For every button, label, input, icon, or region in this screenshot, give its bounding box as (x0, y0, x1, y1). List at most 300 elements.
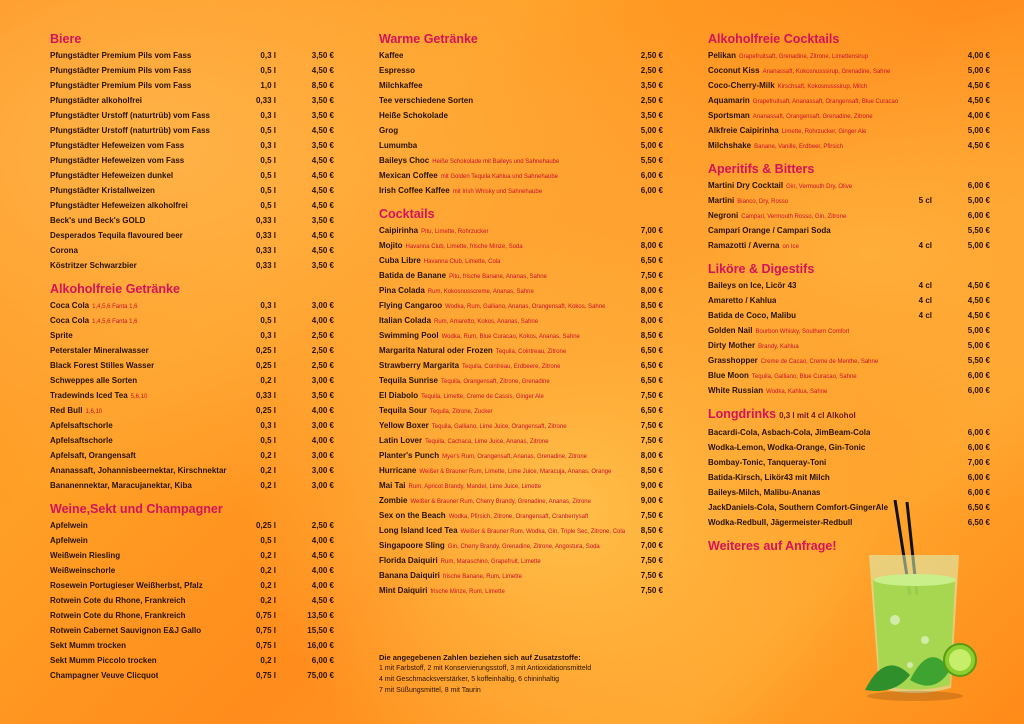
menu-item-row (50, 343, 334, 358)
item-name-text: Grog (379, 126, 399, 135)
menu-item-name (50, 608, 186, 623)
menu-item-row (379, 388, 663, 403)
menu-item-name (708, 470, 830, 485)
menu-item-row (379, 93, 663, 108)
item-price: 4,00 € (311, 436, 334, 445)
item-price: 4,50 € (311, 551, 334, 560)
item-price: 3,50 € (311, 261, 334, 270)
item-name-text: Pfungstädter Premium Pils vom Fass (50, 51, 192, 60)
item-price: 13,50 € (307, 611, 334, 620)
menu-item-name (379, 93, 473, 108)
item-price: 7,50 € (640, 436, 663, 445)
item-size: 0,25 l (255, 406, 276, 415)
item-size: 4 cl (918, 311, 932, 320)
item-name-text: Espresso (379, 66, 416, 75)
item-size: 0,3 l (260, 51, 276, 60)
item-price: 7,50 € (640, 586, 663, 595)
item-name-text: Yellow Boxer (379, 421, 429, 430)
menu-item-name (379, 123, 398, 138)
item-name-text: Pina Colada (379, 286, 425, 295)
menu-item-row (708, 485, 990, 500)
menu-item-row (50, 668, 334, 683)
menu-item-row (50, 108, 334, 123)
menu-item-row (379, 418, 663, 433)
item-name-text: JackDaniels-Cola, Southern Comfort-GingerAle (708, 503, 889, 512)
item-name-text: Tequila Sunrise (379, 376, 438, 385)
menu-item-row (50, 63, 334, 78)
item-size: 5 cl (918, 196, 932, 205)
menu-item-name (50, 463, 227, 478)
menu-item-name (379, 63, 415, 78)
item-price: 3,00 € (311, 376, 334, 385)
item-size: 0,25 l (255, 361, 276, 370)
menu-item-row (708, 78, 990, 93)
item-description: Grapefruitsaft, Ananassaft, Orangensaft, Blue Curacao (752, 99, 899, 105)
item-name-text: Mai Tai (379, 481, 406, 490)
menu-item-row (50, 258, 334, 273)
item-price: 8,50 € (640, 301, 663, 310)
item-name-text: Florida Daiquiri (379, 556, 438, 565)
item-description: on Ice (782, 244, 799, 250)
menu-item-row (379, 508, 663, 523)
item-name-text: Corona (50, 246, 78, 255)
menu-item-name (708, 223, 831, 238)
item-size: 0,3 l (260, 331, 276, 340)
item-name-text: Weißweinschorle (50, 566, 116, 575)
menu-item-row (708, 138, 990, 153)
item-size: 0,33 l (255, 261, 276, 270)
item-name-text: Pfungstädter Hefeweizen vom Fass (50, 156, 185, 165)
item-name-text: Schweppes alle Sorten (50, 376, 138, 385)
item-name-text: Rosewein Portugieser Weißherbst, Pfalz (50, 581, 203, 590)
item-description: mit Golden Tequila Kahlua und Sahnehaube (440, 174, 559, 180)
item-name-text: Heiße Schokolade (379, 111, 448, 120)
item-name-text: Mint Daiquiri (379, 586, 428, 595)
item-size: 0,33 l (255, 216, 276, 225)
menu-item-row (50, 548, 334, 563)
item-name-text: Pfungstädter Urstoff (naturtrüb) vom Fass (50, 111, 211, 120)
item-name-text: Tee verschiedene Sorten (379, 96, 474, 105)
item-name-text: Weißwein Riesling (50, 551, 121, 560)
menu-item-row (50, 638, 334, 653)
menu-item-row (379, 78, 663, 93)
menu-item-row (708, 178, 990, 193)
item-price: 6,00 € (640, 186, 663, 195)
menu-item-name (379, 108, 448, 123)
item-price: 8,00 € (640, 451, 663, 460)
item-price: 6,50 € (640, 361, 663, 370)
item-name-text: Negroni (708, 211, 739, 220)
item-name-text: Batida de Banane (379, 271, 447, 280)
menu-item-name (50, 358, 154, 373)
menu-item-name (50, 328, 73, 343)
menu-item-name (50, 653, 157, 668)
menu-item-row (708, 425, 990, 440)
item-price: 6,00 € (311, 656, 334, 665)
item-description: Tequila, Cachaca, Lime Juice, Ananas, Zitrone (425, 439, 549, 445)
menu-item-row (50, 653, 334, 668)
menu-item-row (379, 298, 663, 313)
item-name-text: Rotwein Cabernet Sauvignon E&J Gallo (50, 626, 202, 635)
menu-item-name (50, 63, 191, 78)
item-price: 6,00 € (967, 428, 990, 437)
item-price: 9,00 € (640, 481, 663, 490)
item-name-text: Singapoore Sling (379, 541, 445, 550)
item-name-text: Caipirinha (379, 226, 419, 235)
item-size: 0,25 l (255, 521, 276, 530)
item-price: 3,50 € (311, 141, 334, 150)
item-price: 6,00 € (967, 473, 990, 482)
item-price: 4,50 € (967, 296, 990, 305)
menu-item-row (708, 93, 990, 108)
additives-line: 7 mit Süßungsmittel, 8 mit Taurin (379, 687, 481, 694)
menu-item-name (379, 583, 505, 600)
menu-item-name (50, 343, 149, 358)
menu-item-row (708, 308, 990, 323)
menu-item-row (708, 193, 990, 208)
item-size: 0,5 l (260, 316, 276, 325)
menu-item-row (50, 563, 334, 578)
item-name-text: Hurricane (379, 466, 417, 475)
section-title-weiteres-auf-anfrage: Weiteres auf Anfrage! (708, 539, 837, 553)
item-price: 4,00 € (311, 581, 334, 590)
menu-column-1 (50, 30, 334, 683)
item-price: 7,50 € (640, 511, 663, 520)
menu-item-row (708, 353, 990, 368)
menu-item-row (379, 343, 663, 358)
menu-item-row (50, 313, 334, 328)
item-price: 16,00 € (307, 641, 334, 650)
item-description: Rum, Apricot Brandy, Mandel, Lime Juice, Limette (408, 484, 542, 490)
item-name-text: Swimming Pool (379, 331, 439, 340)
item-description: Bourbon Whisky, Southern Comfort (755, 329, 850, 335)
item-size: 0,75 l (255, 671, 276, 680)
menu-item-row (379, 478, 663, 493)
menu-item-row (50, 418, 334, 433)
menu-item-row (50, 153, 334, 168)
item-name-text: Wodka-Redbull, Jägermeister-Redbull (708, 518, 853, 527)
item-name-text: Martini (708, 196, 735, 205)
item-name-text: Mojito (379, 241, 403, 250)
menu-item-row (50, 593, 334, 608)
menu-item-name (50, 418, 113, 433)
item-name-text: Beck's und Beck's GOLD (50, 216, 146, 225)
item-price: 4,50 € (967, 311, 990, 320)
item-name-text: Amaretto / Kahlua (708, 296, 777, 305)
menu-item-row (708, 278, 990, 293)
item-price: 6,50 € (967, 503, 990, 512)
menu-item-name (50, 623, 201, 638)
item-description: Creme de Cacao, Creme de Menthe, Sahne (760, 359, 879, 365)
item-size: 0,5 l (260, 171, 276, 180)
item-name-text: Sekt Mumm Piccolo trocken (50, 656, 157, 665)
item-size: 4 cl (918, 241, 932, 250)
item-name-text: Bombay-Tonic, Tanqueray-Toni (708, 458, 827, 467)
item-size: 0,33 l (255, 96, 276, 105)
item-price: 3,50 € (311, 391, 334, 400)
item-description: Weißer & Brauner Rum, Wodka, Gin, Triple Sec, Zitrone, Cola (460, 529, 626, 535)
item-price: 5,00 € (967, 341, 990, 350)
menu-item-row (379, 583, 663, 598)
menu-item-row (379, 358, 663, 373)
item-price: 4,50 € (967, 281, 990, 290)
item-name-text: El Diabolo (379, 391, 419, 400)
item-name-text: Kaffee (379, 51, 404, 60)
item-name-text: Long Island Iced Tea (379, 526, 458, 535)
item-description: Tequila, Limette, Creme de Cassis, Ginger Ale (421, 394, 544, 400)
item-price: 3,50 € (311, 51, 334, 60)
menu-item-name (50, 373, 137, 388)
item-price: 5,00 € (967, 241, 990, 250)
item-description: Rum, Kokosnusscreme, Ananas, Sahne (427, 289, 534, 295)
menu-item-row (379, 183, 663, 198)
item-description: 5,6,10 (130, 394, 148, 400)
item-price: 3,50 € (311, 96, 334, 105)
item-name-text: Zombie (379, 496, 408, 505)
item-description: Tequila, Galliano, Blue Curacao, Sahne (751, 374, 857, 380)
menu-item-row (708, 223, 990, 238)
item-price: 4,50 € (311, 246, 334, 255)
menu-item-row (379, 63, 663, 78)
item-price: 4,50 € (967, 81, 990, 90)
item-name-text: Pfungstädter Urstoff (naturtrüb) vom Fass (50, 126, 211, 135)
item-name-text: Apfelwein (50, 536, 88, 545)
menu-item-row (379, 568, 663, 583)
item-name-text: Coconut Kiss (708, 66, 760, 75)
item-name-text: Campari Orange / Campari Soda (708, 226, 831, 235)
menu-item-name (50, 123, 210, 138)
item-price: 4,50 € (311, 126, 334, 135)
item-name-text: Sex on the Beach (379, 511, 446, 520)
item-price: 5,00 € (967, 326, 990, 335)
menu-item-name (50, 668, 158, 683)
section-title-weine-sekt-und-champagner: Weine,Sekt und Champagner (50, 502, 223, 516)
menu-item-name (50, 48, 191, 63)
item-name-text: Wodka-Lemon, Wodka-Orange, Gin-Tonic (708, 443, 866, 452)
item-price: 8,50 € (640, 466, 663, 475)
item-description: Ananassaft, Orangensaft, Grenadine, Zitrone (752, 114, 873, 120)
item-size: 0,2 l (260, 551, 276, 560)
item-description: frische Banane, Rum, Limette (442, 574, 522, 580)
item-size: 0,33 l (255, 231, 276, 240)
item-name-text: Desperados Tequila flavoured beer (50, 231, 183, 240)
item-price: 5,50 € (967, 226, 990, 235)
item-price: 5,00 € (967, 66, 990, 75)
item-price: 4,00 € (311, 536, 334, 545)
section-title-longdrinks (708, 405, 990, 425)
menu-item-row (50, 213, 334, 228)
menu-item-row (379, 253, 663, 268)
item-name-text: Milchshake (708, 141, 752, 150)
item-price: 8,00 € (640, 241, 663, 250)
item-name-text: Pelikan (708, 51, 737, 60)
item-price: 6,50 € (640, 256, 663, 265)
item-price: 3,00 € (311, 481, 334, 490)
item-price: 6,00 € (967, 443, 990, 452)
menu-item-name (708, 383, 827, 400)
item-size: 0,2 l (260, 581, 276, 590)
additives-heading: Die angegebenen Zahlen beziehen sich auf Zusatzstoffe: (379, 653, 581, 662)
item-price: 9,00 € (640, 496, 663, 505)
item-price: 2,50 € (311, 521, 334, 530)
item-description: Tequila, Galliano, Lime Juice, Orangensaft, Zitrone (431, 424, 567, 430)
item-price: 4,50 € (311, 596, 334, 605)
item-price: 6,00 € (967, 371, 990, 380)
menu-item-name (379, 48, 403, 63)
item-description: Rum, Maraschino, Grapefruit, Limette (440, 559, 541, 565)
item-price: 5,50 € (967, 356, 990, 365)
menu-item-name (50, 78, 191, 93)
menu-item-row (379, 538, 663, 553)
menu-item-row (379, 433, 663, 448)
menu-item-name (50, 638, 126, 653)
item-name-text: Pfungstädter alkoholfrei (50, 96, 143, 105)
item-description: Pitu, Limette, Rohrzucker (421, 229, 489, 235)
item-size: 0,5 l (260, 156, 276, 165)
item-name-text: Pfungstädter Premium Pils vom Fass (50, 66, 192, 75)
menu-item-row (379, 448, 663, 463)
item-size: 0,25 l (255, 346, 276, 355)
item-name-text: Aquamarin (708, 96, 750, 105)
menu-item-row (50, 623, 334, 638)
item-size: 0,3 l (260, 141, 276, 150)
item-price: 3,00 € (311, 421, 334, 430)
menu-item-name (50, 563, 115, 578)
item-size: 0,33 l (255, 391, 276, 400)
item-name-text: Grasshopper (708, 356, 758, 365)
item-name-text: Martini Dry Cocktail (708, 181, 784, 190)
item-name-text: Mexican Coffee (379, 171, 438, 180)
item-size: 0,5 l (260, 436, 276, 445)
item-name-text: Pfungstädter Premium Pils vom Fass (50, 81, 192, 90)
item-description: Grapefruitsaft, Grenadine, Zitrone, Limettensirup (739, 54, 869, 60)
item-name-text: Cuba Libre (379, 256, 421, 265)
additives-line: 1 mit Farbstoff, 2 mit Konservierungsstoff, 3 mit Antioxidationsmitteld (379, 665, 592, 672)
item-name-text: Planter's Punch (379, 451, 440, 460)
item-size: 0,2 l (260, 656, 276, 665)
section-title-alkoholfreie-cocktails: Alkoholfreie Cocktails (708, 32, 840, 46)
menu-item-name (708, 485, 820, 500)
item-name-text: Sprite (50, 331, 73, 340)
menu-item-name (50, 183, 155, 198)
item-price: 4,50 € (311, 201, 334, 210)
menu-item-row (379, 373, 663, 388)
item-price: 6,00 € (967, 386, 990, 395)
item-size: 0,33 l (255, 246, 276, 255)
item-size: 0,2 l (260, 566, 276, 575)
section-title-alkoholfreie-getr-nke: Alkoholfreie Getränke (50, 282, 180, 296)
menu-item-name (379, 78, 423, 93)
item-description: 1,4,5,6 Fanta 1,6 (92, 304, 138, 310)
item-price: 6,00 € (967, 211, 990, 220)
menu-item-row (708, 208, 990, 223)
item-price: 8,50 € (640, 526, 663, 535)
item-name-text: Rotwein Cote du Rhone, Frankreich (50, 596, 186, 605)
item-size: 0,5 l (260, 536, 276, 545)
item-name-text: Black Forest Stilles Wasser (50, 361, 155, 370)
item-description: Tequila, Orangensaft, Zitrone, Grenadine (440, 379, 550, 385)
item-price: 5,00 € (640, 141, 663, 150)
item-name-text: Apfelsaftschorle (50, 436, 113, 445)
menu-item-name (50, 138, 184, 153)
menu-item-row (50, 433, 334, 448)
menu-item-name (50, 243, 78, 258)
menu-item-row (379, 48, 663, 63)
menu-item-row (708, 455, 990, 470)
item-description: mit Irish Whisky und Sahnehaube (452, 189, 543, 195)
item-description: Havanna Club, Limette, frische Minze, Soda (405, 244, 523, 250)
item-price: 2,50 € (311, 361, 334, 370)
item-name-text: Coco-Cherry-Milk (708, 81, 775, 90)
menu-item-row (50, 373, 334, 388)
menu-item-row (708, 440, 990, 455)
menu-item-name (379, 183, 542, 200)
item-size: 0,5 l (260, 201, 276, 210)
item-name-text: Ananassaft, Johannisbeernektar, Kirschnektar (50, 466, 227, 475)
menu-item-row (379, 553, 663, 568)
menu-item-row (50, 358, 334, 373)
menu-item-name (50, 108, 210, 123)
item-price: 2,50 € (640, 96, 663, 105)
menu-item-row (708, 48, 990, 63)
item-price: 7,50 € (640, 556, 663, 565)
menu-item-name (50, 153, 184, 168)
item-price: 15,50 € (307, 626, 334, 635)
menu-item-row (50, 78, 334, 93)
item-price: 75,00 € (307, 671, 334, 680)
item-size: 0,75 l (255, 611, 276, 620)
item-description: Wodka, Pfirsich, Zitrone, Orangensaft, Cranberrysaft (448, 514, 589, 520)
item-name-text: Baileys-Milch, Malibu-Ananas (708, 488, 821, 497)
item-name-text: Bananennektar, Maracujanektar, Kiba (50, 481, 192, 490)
item-description: Wodka, Kahlua, Sahne (766, 389, 828, 395)
item-price: 2,50 € (640, 51, 663, 60)
menu-item-row (50, 403, 334, 418)
menu-item-name (50, 93, 142, 108)
item-price: 3,50 € (640, 111, 663, 120)
item-price: 5,00 € (967, 126, 990, 135)
menu-column-2 (379, 30, 663, 598)
item-price: 7,00 € (640, 226, 663, 235)
item-name-text: Dirty Mother (708, 341, 756, 350)
item-size: 0,2 l (260, 451, 276, 460)
item-size: 0,5 l (260, 126, 276, 135)
item-name-text: Milchkaffee (379, 81, 423, 90)
item-description: Rum, Amaretto, Kokos, Ananas, Sahne (434, 319, 539, 325)
item-size: 4 cl (918, 296, 932, 305)
item-name-text: Baileys on Ice, Licör 43 (708, 281, 797, 290)
item-price: 4,50 € (967, 141, 990, 150)
menu-item-row (50, 298, 334, 313)
item-size: 0,5 l (260, 186, 276, 195)
item-name-text: Latin Lover (379, 436, 423, 445)
item-price: 5,00 € (967, 196, 990, 205)
item-size: 0,5 l (260, 66, 276, 75)
item-name-text: Flying Cangaroo (379, 301, 443, 310)
item-name-text: Tequila Sour (379, 406, 427, 415)
item-price: 4,50 € (311, 186, 334, 195)
item-name-text: Coca Cola (50, 301, 90, 310)
menu-item-name (50, 228, 183, 243)
item-price: 4,50 € (311, 231, 334, 240)
menu-item-row (50, 328, 334, 343)
item-name-text: Batida de Coco, Malibu (708, 311, 797, 320)
menu-item-name (50, 433, 113, 448)
item-size: 0,3 l (260, 111, 276, 120)
menu-item-name (50, 198, 188, 213)
item-price: 4,00 € (311, 566, 334, 575)
menu-item-row (379, 493, 663, 508)
